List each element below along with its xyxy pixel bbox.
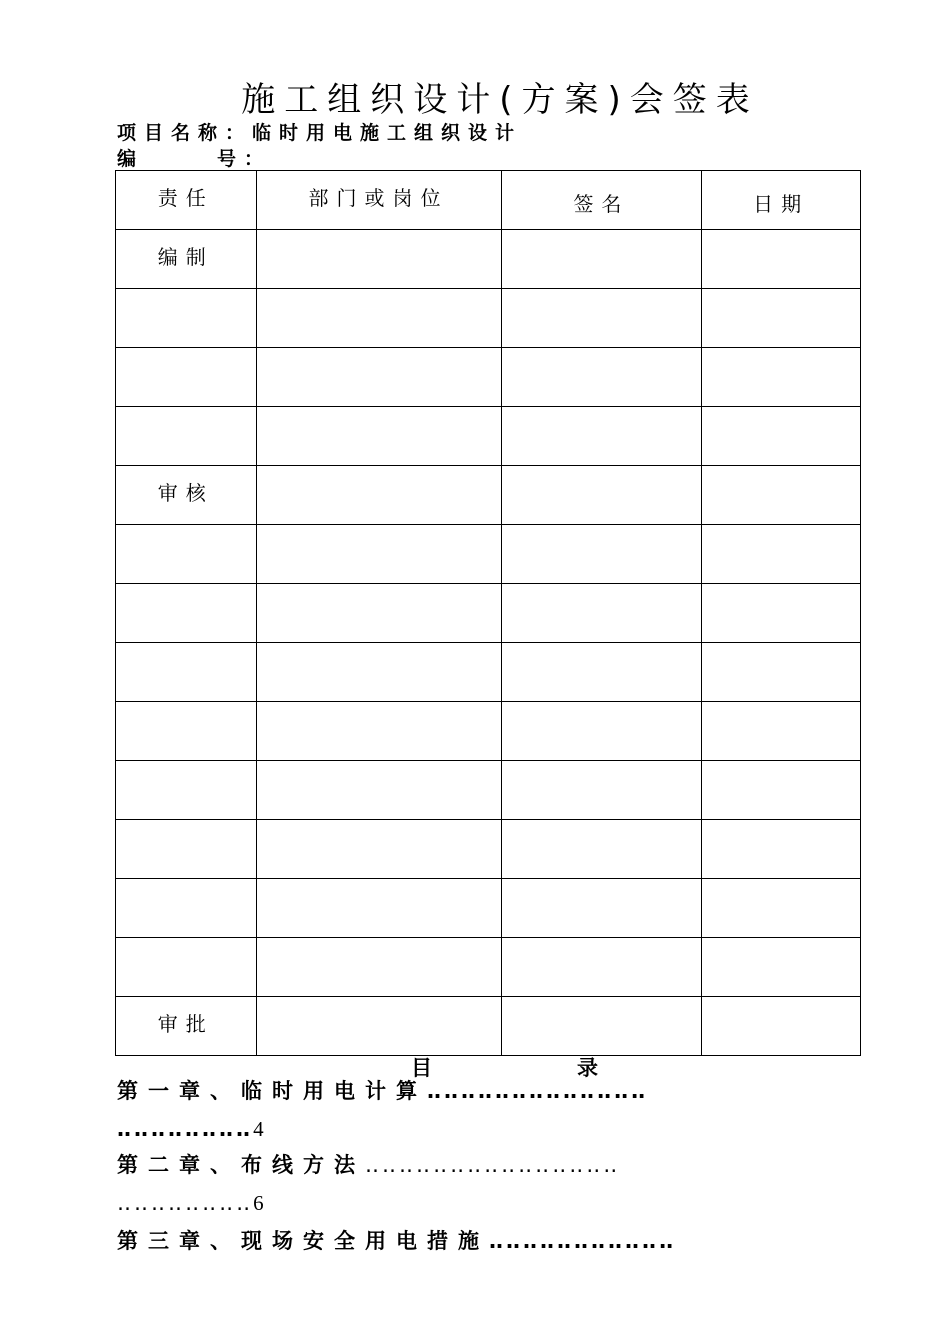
table-row [116,820,861,879]
dept-cell [256,643,501,702]
role-cell [116,407,257,466]
signature-cell [501,643,702,702]
dept-cell [256,407,501,466]
project-code-line [117,148,271,170]
role-cell [116,820,257,879]
dept-cell [256,820,501,879]
dept-cell [256,525,501,584]
toc-leader: ‥‥‥‥‥‥‥‥‥‥‥‥‥‥‥ [365,1153,621,1177]
table-row [116,997,861,1056]
header-signature: 签名 [501,171,702,230]
role-cell [116,761,257,820]
dept-cell [256,466,501,525]
signature-cell [501,289,702,348]
dept-cell [256,997,501,1056]
role-cell: 审核 [116,466,257,525]
signature-cell [501,584,702,643]
dept-cell [256,348,501,407]
project-label: 项目名称： [117,122,253,144]
date-cell [702,289,861,348]
date-cell [702,761,861,820]
toc-chapter-title: 第二章、布线方法 [117,1153,365,1177]
signature-cell [501,466,702,525]
toc-heading-second-char: 录 [577,1056,598,1080]
date-cell [702,879,861,938]
project-name: 临时用电施工组织设计 [252,122,523,144]
role-cell: 编制 [116,230,257,289]
role-cell [116,879,257,938]
toc-page-number: 4 [253,1117,264,1141]
role-cell [116,584,257,643]
toc-chapter-title: 第三章、现场安全用电措施 [117,1229,489,1253]
table-row [116,525,861,584]
signature-cell [501,230,702,289]
table-row [116,348,861,407]
role-cell [116,348,257,407]
code-label-first: 编 [117,148,145,170]
date-cell [702,230,861,289]
date-cell [702,997,861,1056]
toc-leader: ‥‥‥‥‥‥‥‥ [117,1191,254,1215]
header-dept: 部门或岗位 [256,171,501,230]
signature-cell [501,938,702,997]
toc-chapter-title: 第一章、临时用电计算 [117,1079,427,1103]
table-header-row [116,171,861,230]
table-row [116,466,861,525]
dept-cell [256,702,501,761]
role-cell [116,938,257,997]
toc-heading-first-char: 目 [411,1056,432,1080]
code-label-second: 号： [217,148,272,170]
role-cell: 审批 [116,997,257,1056]
date-cell [702,525,861,584]
date-cell [702,938,861,997]
dept-cell [256,289,501,348]
table-row [116,761,861,820]
table-row [116,938,861,997]
date-cell [702,643,861,702]
signoff-table [115,170,861,1056]
table-row [116,879,861,938]
document-title: 施工组织设计(方案)会签表 [241,80,759,120]
toc-entry-2[interactable] [117,1152,620,1178]
signature-cell [501,525,702,584]
toc-entry-3[interactable] [117,1228,676,1254]
dept-cell [256,584,501,643]
toc-entry-1-continuation [117,1116,264,1142]
signature-cell [501,997,702,1056]
role-cell [116,702,257,761]
toc-entry-1[interactable] [117,1078,648,1104]
toc-leader: ‥‥‥‥‥‥‥‥ [117,1117,254,1141]
date-cell [702,348,861,407]
signature-cell [501,879,702,938]
role-cell [116,643,257,702]
table-row [116,584,861,643]
toc-entry-2-continuation [117,1190,264,1216]
header-date: 日期 [702,171,861,230]
date-cell [702,702,861,761]
table-row [116,230,861,289]
table-row [116,702,861,761]
date-cell [702,820,861,879]
toc-leader: ‥‥‥‥‥‥‥‥‥‥‥‥‥ [427,1079,649,1103]
date-cell [702,407,861,466]
header-role: 责任 [116,171,257,230]
toc-page-number: 6 [253,1191,264,1215]
signature-cell [501,820,702,879]
table-row [116,407,861,466]
dept-cell [256,938,501,997]
toc-leader: ‥‥‥‥‥‥‥‥‥‥‥ [489,1229,677,1253]
table-row [116,643,861,702]
dept-cell [256,761,501,820]
signature-cell [501,761,702,820]
date-cell [702,584,861,643]
signature-cell [501,407,702,466]
role-cell [116,525,257,584]
project-name-line [117,122,522,144]
date-cell [702,466,861,525]
table-row [116,289,861,348]
signature-cell [501,702,702,761]
dept-cell [256,230,501,289]
dept-cell [256,879,501,938]
signature-cell [501,348,702,407]
role-cell [116,289,257,348]
